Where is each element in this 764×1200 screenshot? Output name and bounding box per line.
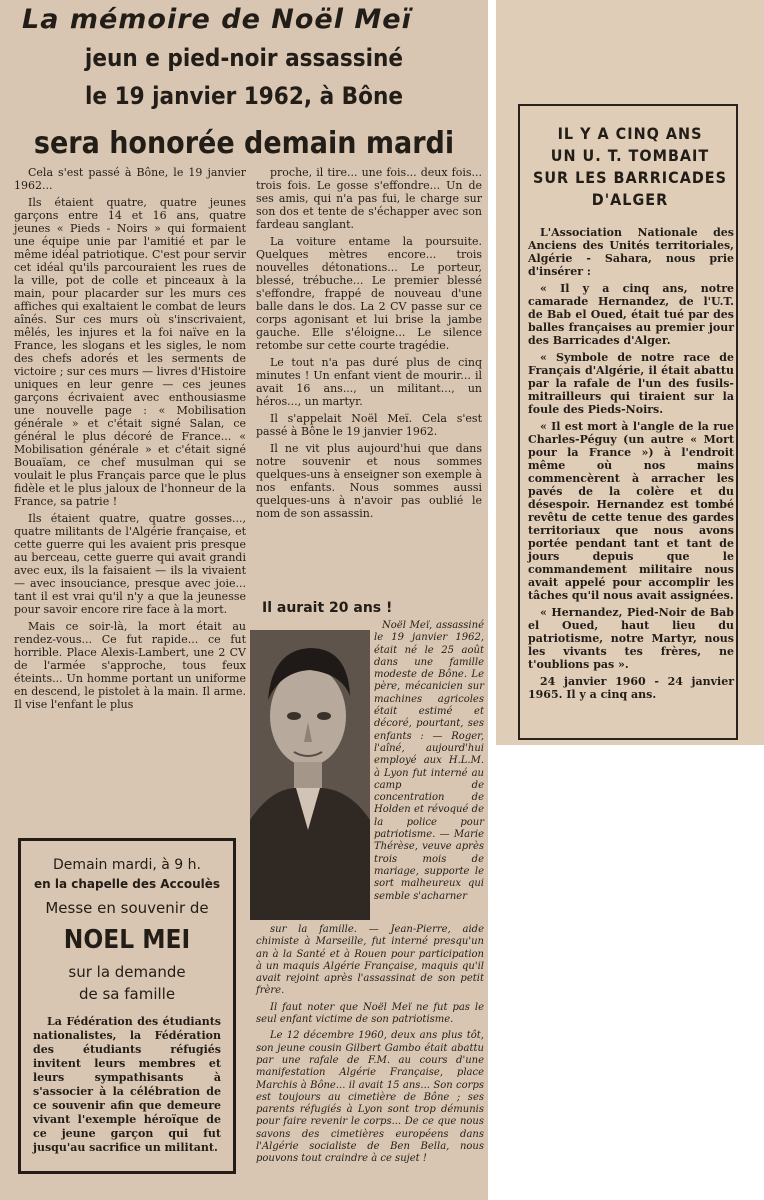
paragraph: proche, il tire... une fois... deux fois... trois fois. Le gosse s'effondre... Un de ses amis, qui n'a pas fui, le charge sur son dos et tente de s'échapper avec son fardeau sanglant. — [256, 166, 482, 231]
paragraph: Il ne vit plus aujourd'hui que dans notre souvenir et nous sommes quelques-uns à enseigner son exemple à nos enfants. Nous sommes aussi quelques-uns à n'avoir pas oublié le nom de son assassin. — [256, 442, 482, 520]
newspaper-clipping-side — [496, 0, 764, 745]
paragraph: Mais ce soir-là, la mort était au rendez-vous... Ce fut rapide... ce fut horrible. Place Alexis-Lambert, une 2 CV de l'armée s'approche, tous feux éteints... Un homme portant un uniforme en descend, le pistolet à la main. Il arme. Il vise l'enfant le plus — [14, 620, 246, 711]
notice-date: Demain mardi, à 9 h. — [53, 857, 201, 873]
paragraph: La voiture entame la poursuite. Quelques mètres encore... trois nouvelles détonations... Le porteur, blessé, trébuche... Le premier blessé s'effondre, frappé de nouveau d'une balle dans le dos. La 2 CV passe sur ce corps agonisant et lui brise la jambe gauche. Elle s'éloigne... Le silence retombe sur cette courte tragédie. — [256, 235, 482, 352]
paragraph: « Il y a cinq ans, notre camarade Hernandez, de l'U.T. de Bab el Oued, était tué par des balles françaises au premier jour des Barricades d'Alger. — [528, 282, 734, 347]
sidebar-title-line-2: UN U. T. TOMBAIT — [550, 146, 710, 165]
article-column-2 — [256, 166, 482, 586]
article-kicker: La mémoire de Noël Meï — [22, 4, 412, 35]
paragraph: Il s'appelait Noël Meï. Cela s'est passé à Bône le 19 janvier 1962. — [256, 412, 482, 438]
paragraph: sur la famille. — Jean-Pierre, aide chimiste à Marseille, fut interné presqu'un an à la Santé et à Rouen pour participation à un maquis Algérie Française, maquis qu'il avait rejoint après l'assassinat de son petit frère. — [256, 924, 484, 997]
notice-body: La Fédération des étudiants nationalistes, la Fédération des étudiants réfugiés invitent leurs membres et leurs sympathisants à s'associer à la célébration de ce souvenir afin que demeure vivant l'exemple héroïque de ce jeune garçon qui fut jusqu'au sacrifice un militant. — [33, 1015, 221, 1154]
paragraph: Ils étaient quatre, quatre jeunes garçons entre 14 et 16 ans, quatre jeunes « Pieds - Noirs » qui formaient une équipe unie par l'amitié et par le même idéal patriotique. C'est pour servir cet idéal qu'ils parcouraient les rues de la ville, pot de colle et pinceaux à la main, pour placarder sur les murs ces affiches qui exaltaient le combat de leurs aînés. Sur ces murs où s'inscrivaient, mêlés, les injures et la foi naïve en la France, les slogans et les sigles, le nom des chefs adorés et les serments de victoire ; sur ces murs — livres d'Histoire uniques en leur genre — ces jeunes garçons écrivaient avec enthousiasme une nouvelle page : « Mobilisation générale » et c'était signé Salan, ce général le plus décoré de France... « Mobilisation générale » et c'était signé Bouaïam, ce chef musulman qui se voulait le plus Français parce que le plus fidèle et le plus jaloux de l'honneur de la France, sa patrie ! — [14, 196, 246, 508]
paragraph: Noël Meï, assassiné le 19 janvier 1962, était né le 25 août dans une famille modeste de Bône. Le père, mécanicien sur machines agricoles était estimé et décoré, pourtant, ses enfants : — Roger, l'aîné, aujourd'hui employé aux H.L.M. à Lyon fut interné au camp de concentration de Holden et révoqué de la police pour patriotisme. — Marie Thérèse, veuve après trois mois de mariage, supporte le sort malheureux qui semble s'acharner — [374, 620, 484, 902]
paragraph: 24 janvier 1960 - 24 janvier 1965. Il y a cinq ans. — [528, 675, 734, 701]
paragraph: Ils étaient quatre, quatre gosses..., quatre militants de l'Algérie française, et cette guerre qui les avaient pris presque au berceau, cette guerre qui avait grandi avec eux, ils la faisaient — ils la vivaient — avec insouciance, presque avec joie... tant il est vrai qu'il n'y a que la jeunesse pour savoir encore rire face à la mort. — [14, 512, 246, 616]
article-title-line-1: jeun e pied-noir assassiné — [84, 44, 404, 72]
paragraph: « Symbole de notre race de Français d'Algérie, il était abattu par la rafale de l'un des fusils-mitrailleurs qui tiraient sur la foule des Pieds-Noirs. — [528, 351, 734, 416]
portrait-photo — [250, 630, 370, 920]
paragraph: Le tout n'a pas duré plus de cinq minutes ! Un enfant vient de mourir... il avait 16 ans..., un militant..., un héros..., un martyr. — [256, 356, 482, 408]
paragraph: L'Association Nationale des Anciens des Unités territoriales, Algérie - Sahara, nous prie d'insérer : — [528, 226, 734, 278]
notice-request: sur la demande — [68, 963, 186, 981]
article-title-line-2: le 19 janvier 1962, à Bône — [85, 82, 403, 110]
paragraph: Le 12 décembre 1960, deux ans plus tôt, son jeune cousin Gilbert Gambo était abattu par une rafale de F.M. au cours d'une manifestation Algérie Française, place Marchis à Bône... il avait 15 ans... Son corps est toujours au cimetière de Bône ; ses parents réfugiés à Lyon sont trop démunis pour faire revenir le corps... De ce que nous savons des cimetières européens dans l'Algérie socialiste de Ben Bella, nous pouvons tout craindre à ce sujet ! — [256, 1030, 484, 1165]
notice-family: de sa famille — [78, 985, 176, 1003]
paragraph: « Il est mort à l'angle de la rue Charles-Péguy (un autre « Mort pour la France ») à l'endroit même où nos mains commencèrent à arracher les pavés de la colère et du désespoir. Hernandez est tombé revêtu de cette tenue des gardes territoriaux que nous avons portée pendant tant et tant de jours depuis que le commandement militaire nous avait appelé pour accomplir les tâches qu'il nous avait assignées. — [528, 420, 734, 602]
notice-location: en la chapelle des Accoulès — [33, 877, 221, 891]
article-column-3 — [256, 924, 484, 1194]
notice-name: NOEL MEI — [63, 925, 191, 955]
paragraph: Cela s'est passé à Bône, le 19 janvier 1962... — [14, 166, 246, 192]
paragraph: Il faut noter que Noël Meï ne fut pas le seul enfant victime de son patriotisme. — [256, 1001, 484, 1026]
sidebar-article — [518, 104, 738, 740]
sidebar-title-line-3: SUR LES BARRICADES — [532, 168, 728, 187]
notice-intro: Messe en souvenir de — [45, 899, 209, 917]
subheading: Il aurait 20 ans ! — [262, 600, 393, 616]
article-title-line-3: sera honorée demain mardi — [33, 126, 455, 161]
sidebar-title-line-4: D'ALGER — [591, 190, 669, 209]
paragraph: « Hernandez, Pied-Noir de Bab el Oued, haut lieu du patriotisme, notre Martyr, nous les vivants tes frères, ne t'oublions pas ». — [528, 606, 734, 671]
mass-notice-box — [18, 838, 236, 1174]
sidebar-title-line-1: IL Y A CINQ ANS — [557, 124, 703, 143]
article-column-1 — [14, 166, 246, 830]
photo-caption-column — [374, 620, 484, 930]
sidebar-text — [528, 226, 734, 705]
